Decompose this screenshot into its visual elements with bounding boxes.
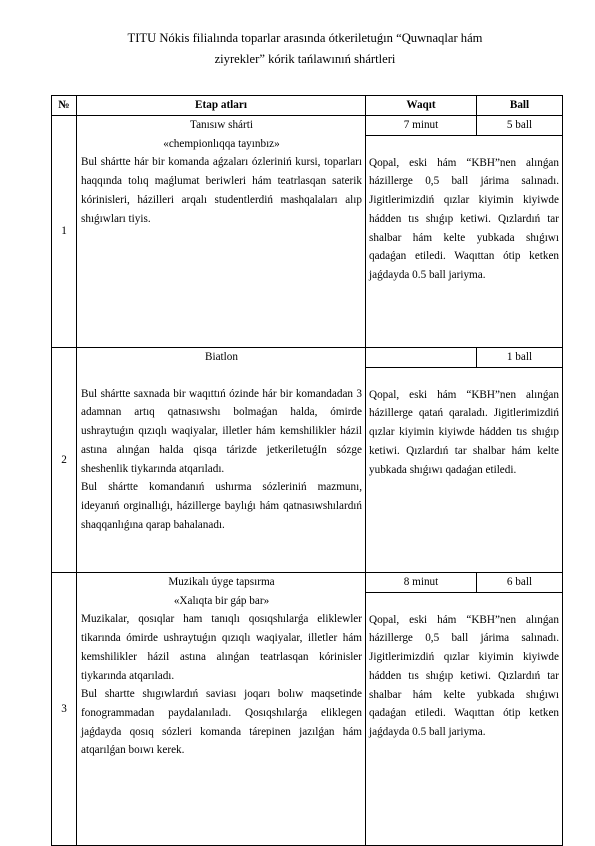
stage-subtitle: «Xalıqta bir gáp bar» — [173, 594, 270, 607]
penalty-note: Qopal, eski hám “KBH”nen alınǵan házillerge qatań qaraladı. Jigitlerimizdiń qızlar kiyimin kiyiwde hádden tıs shıǵıp ketiwi. Qızlardıń tar shalbar hám kelte yubkada shıǵıwı qadaǵan etiledi. — [369, 388, 559, 476]
stage-description: Bul shártte saxnada bir waqıttıń ózinde hár bir komandadan 3 adamnan artıq qatnasıwshı bolmaǵan halda, ómirde ushraytuǵın qızıqlı waqiyalar, illetler hám kemshilikler házil astına alınǵan halda qisqa tárizde jetkeriletuǵIn sózge sheshenlik tiykarında atqarıladı. — [81, 387, 362, 475]
stage-description-2: Bul shartte shıgıwlardıń saviası joqarı bolıw maqsetinde fonogrammadan paydalanıladı. Qosıqshılarǵa eliklegen jaǵdayda qosıq sózleri komanda tárepinen jazılǵan hám atqarılǵan boıwı kerek. — [81, 688, 362, 757]
ball-value: 5 ball — [477, 116, 563, 136]
header-stage: Etap atları — [77, 96, 366, 116]
penalty-note: Qopal, eski hám “KBH”nen alınǵan házillerge 0,5 ball járima salınadı. Jigitlerimizdiń qızlar kiyimin kiyiwde hádden tıs shıǵıp ketiwi. Qızlardıń tar shalbar hám kelte yubkada shıǵıwı qadaǵan etiledi. Waqıttan ótip ketken jaǵdayda 0.5 ball jariyma. — [369, 156, 559, 281]
stage-description-2: Bul shártte komandanıń ushırma sózleriniń mazmunı, ideyanıń orginallıǵı, házillerge baylıǵı hám qatnasıwshılardıń shaqqanlıǵına qarap bahalanadı. — [81, 481, 362, 531]
stage-title: Biatlon — [205, 351, 238, 363]
stage-title: Tanısıw shárti — [190, 119, 253, 131]
table-header-row — [52, 96, 563, 116]
table-row — [52, 573, 563, 593]
header-ball: Ball — [477, 96, 563, 116]
document-title — [70, 28, 540, 70]
row-number: 1 — [52, 116, 77, 348]
stage-description: Bul shártte hár bir komanda aǵzaları ózleriniń kursi, toparları haqqında tolıq maǵlumat beriwleri hám teatrlasqan saterik kórinisleri, házilleri arqalı studentlerdiń mashqalaları alıp shıǵıwları tiyis. — [81, 156, 362, 225]
penalty-note-cell — [366, 367, 563, 572]
header-number: № — [52, 96, 77, 116]
ball-value: 6 ball — [477, 573, 563, 593]
conditions-table — [51, 95, 563, 846]
stage-cell — [77, 348, 366, 573]
header-time: Waqıt — [366, 96, 477, 116]
stage-cell — [77, 116, 366, 348]
stage-title: Muzikalı úyge tapsırma — [168, 576, 275, 588]
stage-cell — [77, 573, 366, 846]
stage-description: Muzikalar, qosıqlar ham tanıqlı qosıqshılarǵa eliklewler tikarında ómirde ushraytuǵın qızıqlı waqiyalar, illetler hám kemshilikler házil astına alınǵan teatrlasqan kórinisler tiykarında atqarıladı. — [81, 613, 362, 682]
penalty-note-cell — [366, 592, 563, 845]
row-number: 2 — [52, 348, 77, 573]
title-line-1: TITU Nókis filialında toparlar arasında ótkeriletuǵın “Quwnaqlar hám — [127, 31, 483, 45]
stage-subtitle: «chempionlıqqa tayınbız» — [163, 137, 280, 150]
time-value: 7 minut — [366, 116, 477, 136]
time-value — [366, 348, 477, 368]
time-value: 8 minut — [366, 573, 477, 593]
title-line-2: ziyrekler” kórik tańlawınıń shártleri — [214, 52, 396, 66]
table-row — [52, 116, 563, 136]
table-row — [52, 348, 563, 368]
ball-value: 1 ball — [477, 348, 563, 368]
row-number: 3 — [52, 573, 77, 846]
penalty-note-cell — [366, 135, 563, 347]
penalty-note: Qopal, eski hám “KBH”nen alınǵan házillerge 0,5 ball járima salınadı. Jigitlerimizdiń qızlar kiyimin kiyiwde hádden tıs shıǵıp ketiwi. Qızlardıń tar shalbar hám kelte yubkada shıǵıwı qadaǵan etiledi. Waqıttan ótip ketken jaǵdayda 0.5 ball jariyma. — [369, 613, 559, 738]
